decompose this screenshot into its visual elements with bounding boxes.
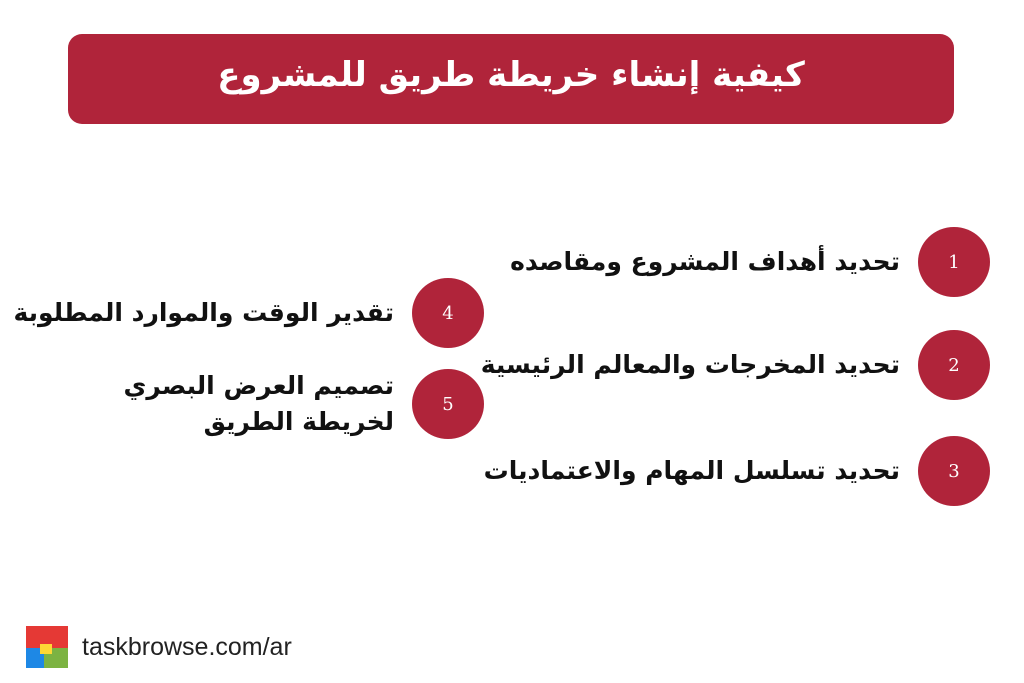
step-label: تحديد أهداف المشروع ومقاصده <box>510 247 900 276</box>
step-label-line-1: تصميم العرض البصري <box>123 371 394 400</box>
title-banner <box>68 34 954 124</box>
step-number-badge: 1 <box>918 227 990 297</box>
page-title: كيفية إنشاء خريطة طريق للمشروع <box>217 55 805 95</box>
step-4 <box>13 278 484 348</box>
step-2 <box>481 330 990 400</box>
footer <box>26 626 292 668</box>
step-number-badge: 4 <box>412 278 484 348</box>
step-label: تحديد تسلسل المهام والاعتماديات <box>483 456 900 485</box>
step-label: تحديد المخرجات والمعالم الرئيسية <box>480 350 900 379</box>
step-label <box>123 368 394 440</box>
step-number-badge: 3 <box>918 436 990 506</box>
step-label-line-2: لخريطة الطريق <box>203 407 394 436</box>
step-3 <box>484 436 990 506</box>
step-number-badge: 5 <box>412 369 484 439</box>
site-url: taskbrowse.com/ar <box>82 632 292 661</box>
step-label: تقدير الوقت والموارد المطلوبة <box>13 298 394 327</box>
step-5 <box>123 368 484 440</box>
step-1 <box>510 227 990 297</box>
step-number-badge: 2 <box>918 330 990 400</box>
taskbrowse-logo-icon <box>26 626 68 668</box>
